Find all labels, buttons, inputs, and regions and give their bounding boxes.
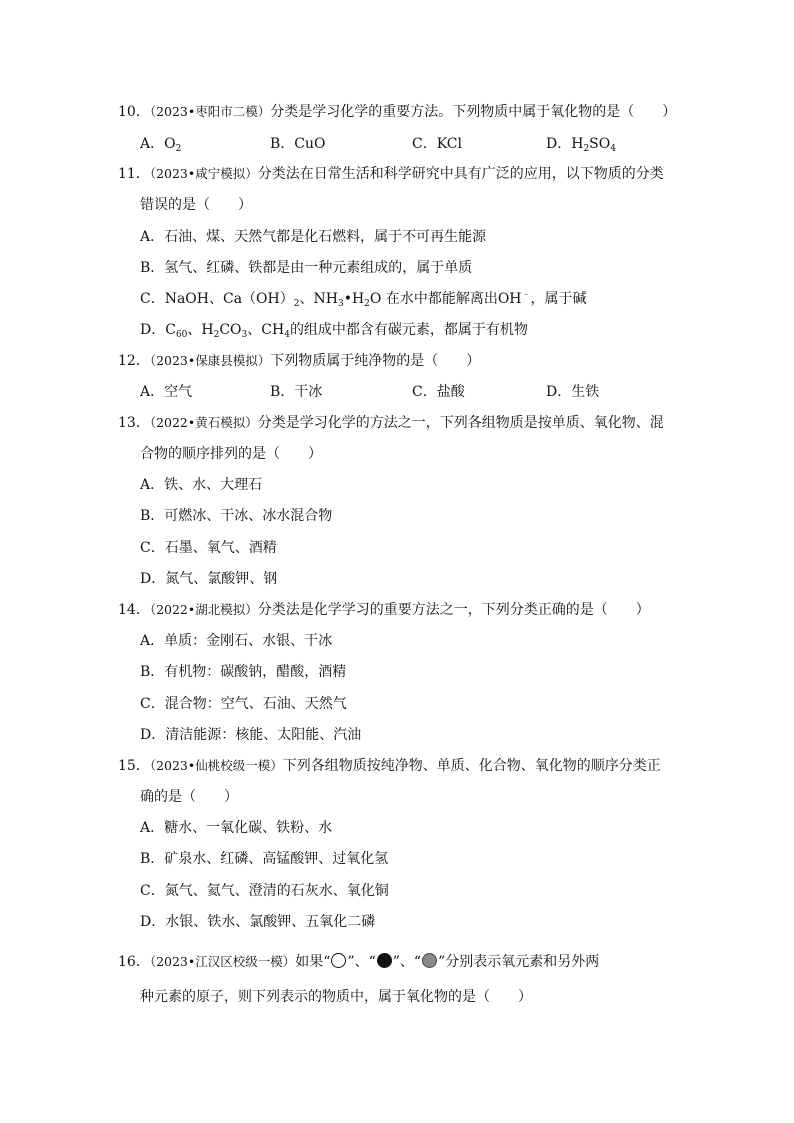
quote-separator: ”、“ (347, 954, 376, 970)
question-10-option-c[interactable]: C．KCl (412, 136, 462, 152)
question-14-stem (118, 600, 650, 620)
question-14-option-a[interactable]: A．单质：金刚石、水银、干冰 (140, 633, 333, 649)
white-atom-icon (331, 953, 346, 968)
question-text-pre: 如果“ (295, 954, 331, 970)
question-number: 13． (118, 415, 150, 431)
question-number: 16． (118, 954, 150, 970)
question-13-stem (118, 413, 664, 433)
question-11-option-b[interactable]: B．氢气、红磷、铁都是由一种元素组成的，属于单质 (140, 260, 473, 276)
question-15-option-d[interactable]: D．水银、铁水、氯酸钾、五氧化二磷 (140, 914, 376, 930)
question-text: 下列物质属于纯净物的是（ ） (270, 353, 481, 369)
question-12-option-d[interactable]: D．生铁 (546, 384, 600, 400)
question-source: （2022•黄石模拟） (149, 415, 258, 430)
question-source: （2022•湖北模拟） (149, 602, 258, 617)
question-15-option-a[interactable]: A．糖水、一氧化碳、铁粉、水 (140, 820, 333, 836)
question-text: 分类是学习化学的方法之一，下列各组物质是按单质、氧化物、混 (257, 415, 664, 431)
question-text: 分类是学习化学的重要方法。下列物质中属于氧化物的是（ ） (270, 104, 677, 120)
question-14-option-c[interactable]: C．混合物：空气、石油、天然气 (140, 696, 347, 712)
question-10-option-b[interactable]: B．CuO (270, 136, 326, 152)
question-11-stem-cont: 错误的是（ ） (140, 197, 252, 213)
question-14-option-d[interactable]: D．清洁能源：核能、太阳能、汽油 (140, 727, 362, 743)
question-16-stem (118, 952, 599, 972)
question-11-option-a[interactable]: A．石油、煤、天然气都是化石燃料，属于不可再生能源 (140, 229, 487, 245)
question-number: 11． (118, 166, 150, 182)
question-16-stem-cont: 种元素的原子，则下列表示的物质中，属于氧化物的是（ ） (140, 989, 532, 1005)
question-13-option-a[interactable]: A．铁、水、大理石 (140, 477, 263, 493)
question-10-option-a[interactable]: A．$O_2$ (140, 136, 182, 154)
question-11-option-c[interactable]: C．NaOH、$Ca(OH)_2$、$NH_3•H_2O$ 在水中都能解离出OH﹣，属于碱 (140, 290, 587, 309)
question-text: 下列各组物质按纯净物、单质、化合物、氧化物的顺序分类正 (282, 758, 661, 774)
question-15-option-b[interactable]: B．矿泉水、红磷、高锰酸钾、过氧化氢 (140, 851, 389, 867)
question-11-option-d[interactable]: D．$C_{60}$、$H_2CO_3$、$CH_4$的组成中都含有碳元素，都属于有机物 (140, 322, 528, 340)
question-12-stem (118, 351, 480, 371)
question-source: （2023•保康县模拟） (149, 353, 271, 368)
black-atom-icon (377, 953, 392, 968)
question-12-option-b[interactable]: B．干冰 (270, 384, 323, 400)
question-10-option-d[interactable]: D．$H_2SO_4$ (546, 136, 616, 154)
question-source: （2023•枣阳市二模） (149, 104, 271, 119)
quote-separator: ”、“ (392, 954, 422, 970)
question-text: 分类法是化学学习的重要方法之一，下列分类正确的是（ ） (257, 602, 650, 618)
question-number: 12． (118, 353, 150, 369)
question-15-option-c[interactable]: C．氮气、氦气、澄清的石灰水、氧化铜 (140, 883, 389, 899)
question-12-option-a[interactable]: A．空气 (140, 384, 193, 400)
question-source: （2023•咸宁模拟） (149, 166, 258, 181)
question-11-stem (118, 164, 664, 184)
question-text-post: ”分别表示氧元素和另外两 (438, 954, 600, 970)
question-number: 14． (118, 602, 150, 618)
gray-atom-icon (422, 953, 437, 968)
question-source: （2023•江汉区校级一模） (149, 954, 296, 969)
question-12-option-c[interactable]: C．盐酸 (412, 384, 465, 400)
question-number: 15． (118, 758, 150, 774)
question-14-option-b[interactable]: B．有机物：碳酸钠，醋酸，酒精 (140, 664, 347, 680)
question-13-option-b[interactable]: B．可燃冰、干冰、冰水混合物 (140, 508, 333, 524)
question-15-stem (118, 756, 661, 776)
question-15-stem-cont: 确的是（ ） (140, 789, 238, 805)
question-10-stem (118, 102, 676, 122)
question-source: （2023•仙桃校级一模） (149, 758, 283, 773)
question-number: 10． (118, 104, 150, 120)
question-text: 分类法在日常生活和科学研究中具有广泛的应用，以下物质的分类 (257, 166, 664, 182)
question-13-stem-cont: 合物的顺序排列的是（ ） (140, 446, 322, 462)
question-13-option-c[interactable]: C．石墨、氧气、酒精 (140, 540, 277, 556)
question-13-option-d[interactable]: D．氮气、氯酸钾、钢 (140, 571, 278, 587)
